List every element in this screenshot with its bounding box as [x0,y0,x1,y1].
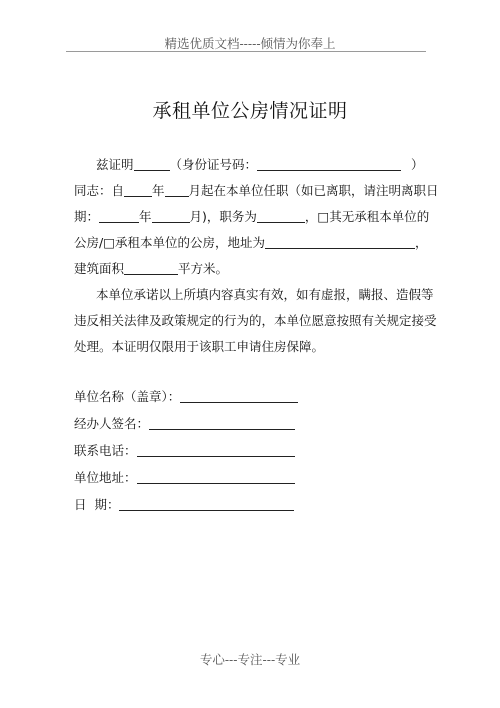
commitment-paragraph [74,282,437,360]
paragraph-line [74,204,430,230]
text-fragment: 本单位承诺以上所填内容真实有效，如有虚报，瞒报、造假等 [96,287,434,302]
text-fragment: ， [415,235,428,250]
date-blank [119,497,294,511]
text-fragment: 期： [74,209,100,224]
date-label: 日 期： [74,497,120,512]
phone-blank [137,443,295,457]
position-blank [257,209,305,223]
text-fragment: 平方米。 [178,261,229,276]
signature-form [74,387,434,522]
header-divider [66,51,426,52]
document-title: 承租单位公房情况证明 [152,100,348,122]
address-blank [265,235,415,249]
unit-name-row [74,387,434,414]
text-fragment: 兹证明 [96,157,134,172]
paragraph-line [74,256,430,282]
handler-sign-blank [149,416,295,430]
handler-sign-row [74,414,434,441]
text-fragment: 年 [139,209,152,224]
unit-name-label: 单位名称（盖章）： [74,389,181,404]
text-fragment: 建筑面积 [74,261,125,276]
phone-row [74,441,434,468]
phone-label: 联系电话： [74,443,137,458]
text-fragment: 年 [152,183,165,198]
paragraph-line [74,334,430,360]
unit-address-blank [137,470,295,484]
name-blank [134,157,170,171]
id-number-blank [257,157,401,171]
start-year-blank [124,183,152,197]
text-fragment: 月起在本单位任职（如已离职，请注明离职日 [188,183,439,198]
text-fragment: ） [411,157,424,172]
page-header: 精选优质文档-----倾情为你奉上 [164,36,336,51]
text-fragment: （身份证号码： [169,157,258,172]
paragraph-line [74,282,434,308]
page-footer: 专心---专注---专业 [199,652,301,667]
paragraph-line [74,152,430,178]
unit-address-label: 单位地址： [74,470,137,485]
paragraph-line [74,230,430,256]
date-row [74,495,434,522]
text-fragment: 处理。本证明仅限用于该职工申请住房保障。 [74,339,325,354]
handler-sign-label: 经办人签名： [74,416,150,431]
paragraph-line [74,308,437,334]
unit-name-blank [180,389,298,403]
area-blank [124,261,178,275]
leave-month-blank [152,209,190,223]
unit-address-row [74,468,434,495]
document-body [74,152,439,360]
paragraph-line [74,178,439,204]
text-fragment: 月)，职务为 [189,209,257,224]
certification-paragraph [74,152,439,282]
text-fragment: 公房/□承租本单位的公房，地址为 [74,235,266,250]
text-fragment: ，□其无承租本单位的 [304,209,430,224]
text-fragment: 同志：自 [74,183,125,198]
leave-year-blank [99,209,139,223]
text-fragment: 违反相关法律及政策规定的行为的，本单位愿意按照有关规定接受 [74,313,437,328]
start-month-blank [165,183,189,197]
